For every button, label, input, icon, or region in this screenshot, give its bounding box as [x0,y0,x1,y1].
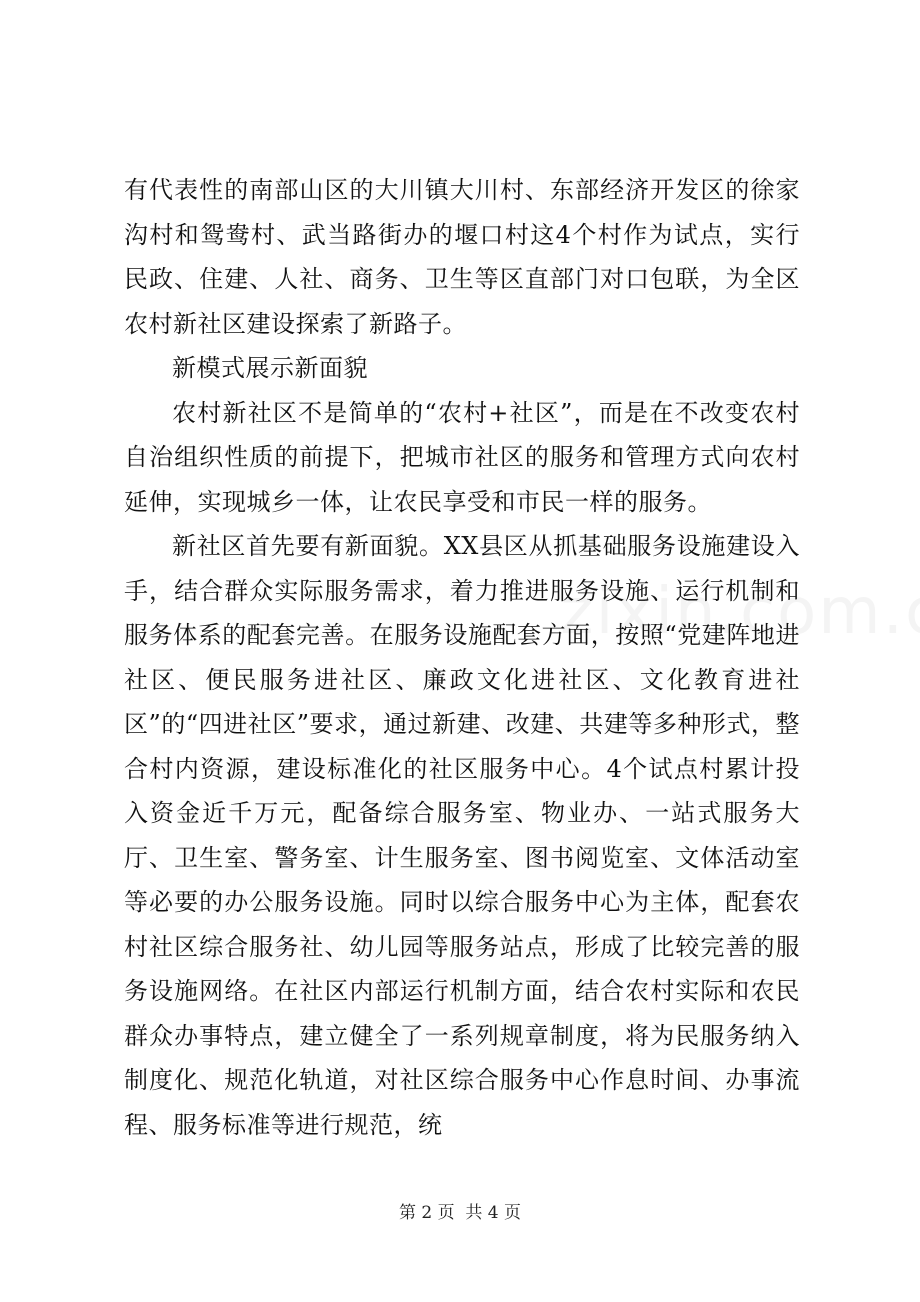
paragraph-3: 新社区首先要有新面貌。XX县区从抓基础服务设施建设入手，结合群众实际服务需求，着力推进服务设施、运行机制和服务体系的配套完善。在服务设施配套方面，按照“党建阵地进社区、便民服务进社区、廉政文化进社区、文化教育进社区”的“四进社区”要求，通过新建、改建、共建等多种形式，整合村内资源，建设标准化的社区服务中心。4个试点村累计投入资金近千万元，配备综合服务室、物业办、一站式服务大厅、卫生室、警务室、计生服务室、图书阅览室、文体活动室等必要的办公服务设施。同时以综合服务中心为主体，配套农村社区综合服务社、幼儿园等服务站点，形成了比较完善的服务设施网络。在社区内部运行机制方面，结合农村实际和农民群众办事特点，建立健全了一系列规章制度，将为民服务纳入制度化、规范化轨道，对社区综合服务中心作息时间、办事流程、服务标准等进行规范，统 [124,532,800,1139]
page-footer [0,1198,920,1223]
paragraph-1: 有代表性的南部山区的大川镇大川村、东部经济开发区的徐家沟村和鸳鸯村、武当路街办的堰口村这4个村作为试点，实行民政、住建、人社、商务、卫生等区直部门对口包联，为全区农村新社区建设探索了新路子。 [124,176,800,338]
page-total: 共 4 页 [465,1203,522,1223]
page-number: 第 2 页 [398,1203,455,1223]
section-heading: 新模式展示新面貌 [172,354,368,382]
body-text [124,168,800,1147]
paragraph-2: 农村新社区不是简单的“农村+社区”，而是在不改变农村自治组织性质的前提下，把城市社区的服务和管理方式向农村延伸，实现城乡一体，让农民享受和市民一样的服务。 [124,398,800,516]
